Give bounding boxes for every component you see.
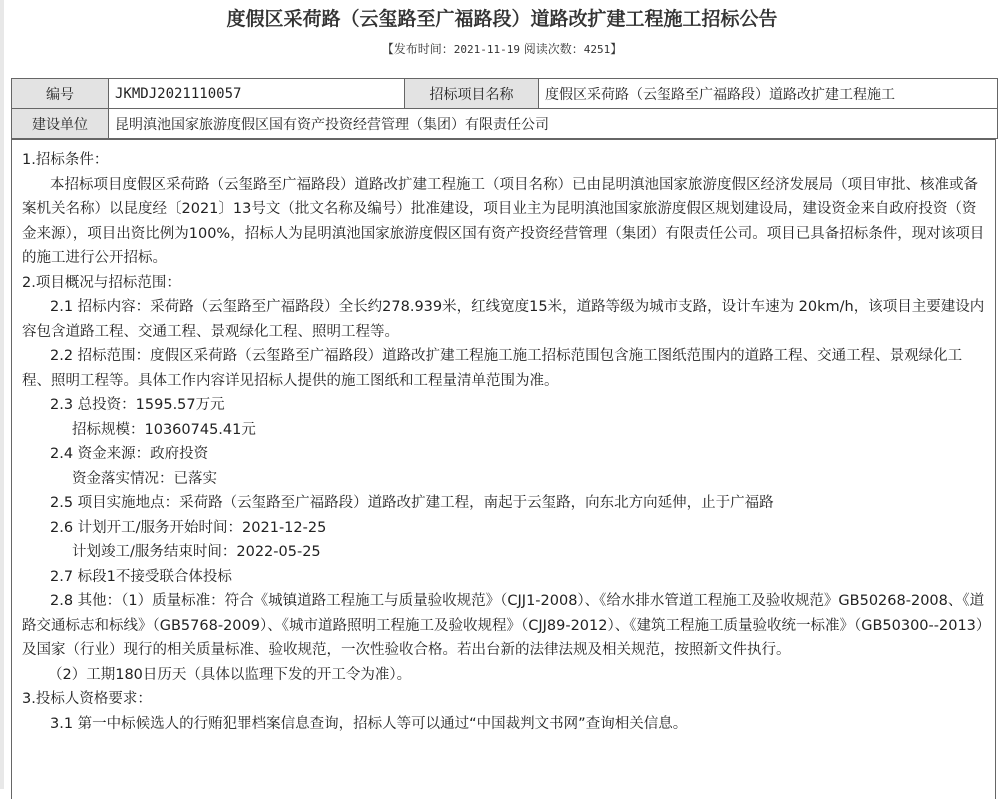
info-table	[11, 78, 998, 139]
code-label: 编号	[12, 79, 109, 109]
section-heading-2: 2.项目概况与招标范围：	[22, 274, 181, 291]
item-2-1: 2.1 招标内容：采荷路（云玺路至广福路段）全长约278.939米，红线宽度15米，道路等级为城市支路，设计车速为 20km/h，该项目主要建设内容包含道路工程、交通工程、景观绿化工程、照明工程等。	[22, 299, 985, 340]
project-name-value: 度假区采荷路（云玺路至广福路段）道路改扩建工程施工	[539, 79, 998, 109]
publish-date: 2021-11-19	[453, 43, 520, 56]
item-2-8b: （2）工期180日历天（具体以监理下发的开工令为准）。	[48, 666, 412, 683]
publish-meta	[0, 40, 1004, 57]
builder-label: 建设单位	[12, 109, 109, 139]
item-2-8: 2.8 其他：（1）质量标准：符合《城镇道路工程施工与质量验收规范》（CJJ1-2008）、《给水排水管道工程施工及验收规范》GB50268-2008、《道路交通标志和标线》（GB5768-2009）、《城市道路照明工程施工及验收规程》（CJJ89-2012）、《建筑工程施工质量验收统一标准》（GB50300--2013）及国家（行业）现行的相关质量标准、验收规范，一次性验收合格。若出台新的法律法规及相关规范，按照新文件执行。	[22, 593, 985, 658]
page-title: 度假区采荷路（云玺路至广福路段）道路改扩建工程施工招标公告	[226, 8, 778, 30]
page-left-edge	[0, 0, 4, 789]
item-2-3b: 招标规模：10360745.41元	[72, 421, 256, 438]
code-value: JKMDJ2021110057	[109, 79, 405, 109]
meta-close: 】	[610, 42, 623, 56]
table-row	[12, 79, 998, 109]
table-row	[12, 109, 998, 139]
notice-content	[11, 139, 996, 799]
item-2-4a: 2.4 资金来源：政府投资	[50, 446, 209, 462]
project-name-label: 招标项目名称	[405, 79, 539, 109]
item-2-2: 2.2 招标范围：度假区采荷路（云玺路至广福路段）道路改扩建工程施工施工招标范围包含施工图纸范围内的道路工程、交通工程、景观绿化工程、照明工程等。具体工作内容详见招标人提供的施工图纸和工程量清单范围为准。	[22, 348, 963, 389]
item-2-5: 2.5 项目实施地点：采荷路（云玺路至广福路段）道路改扩建工程，南起于云玺路，向东北方向延伸，止于广福路	[50, 495, 774, 511]
publish-label: 【发布时间：	[381, 42, 454, 56]
item-2-7: 2.7 标段1不接受联合体投标	[50, 568, 232, 585]
section-heading-3: 3.投标人资格要求：	[22, 691, 152, 707]
views-count: 4251	[583, 43, 611, 56]
item-3-1: 3.1 第一中标候选人的行贿犯罪档案信息查询，招标人等可以通过“中国裁判文书网”查询相关信息。	[50, 715, 688, 732]
item-2-6a: 2.6 计划开工/服务开始时间：2021-12-25	[50, 519, 327, 536]
builder-value: 昆明滇池国家旅游度假区国有资产投资经营管理（集团）有限责任公司	[109, 109, 998, 139]
section-1-body: 本招标项目度假区采荷路（云玺路至广福路段）道路改扩建工程施工（项目名称）已由昆明滇池国家旅游度假区经济发展局（项目审批、核准或备案机关名称）以昆度经〔2021〕13号文（批文名称及编号）批准建设，项目业主为昆明滇池国家旅游度假区规划建设局，建设资金来自政府投资（资金来源），项目出资比例为100%，招标人为昆明滇池国家旅游度假区国有资产投资经营管理（集团）有限责任公司。项目已具备招标条件，现对该项目的施工进行公开招标。	[22, 176, 985, 266]
item-2-4b: 资金落实情况：已落实	[72, 470, 217, 487]
item-2-6b: 计划竣工/服务结束时间：2022-05-25	[72, 544, 321, 560]
section-heading-1: 1.招标条件：	[22, 152, 109, 168]
item-2-3a: 2.3 总投资：1595.57万元	[50, 397, 225, 413]
views-label: 阅读次数：	[519, 42, 584, 56]
